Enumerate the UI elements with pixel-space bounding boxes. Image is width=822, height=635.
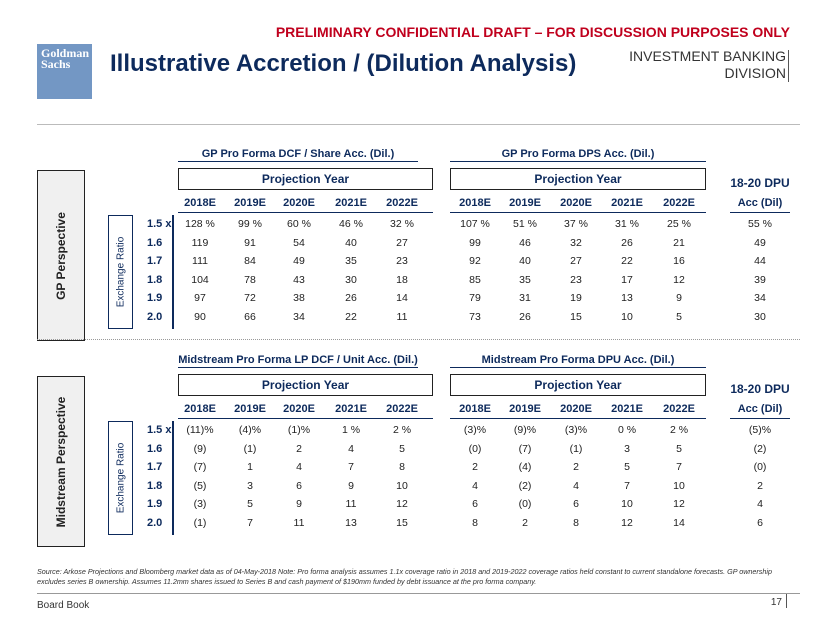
- dcf-accretion-cell: 14: [396, 292, 408, 305]
- dcf-accretion-cell: 22: [345, 311, 357, 323]
- dcf-accretion-cell: 11: [345, 498, 357, 511]
- dcf-accretion-cell: 9: [348, 479, 354, 492]
- dcf-accretion-cell: 97: [194, 292, 206, 305]
- distribution-accretion-cell: (2): [518, 479, 532, 492]
- dpu-accretion-cell: 30: [754, 311, 766, 323]
- dcf-accretion-cell: 15: [396, 517, 408, 529]
- distribution-accretion-cell: 12: [673, 273, 685, 286]
- distribution-accretion-cell: (4): [518, 461, 532, 474]
- dcf-accretion-cell: 13: [345, 517, 357, 529]
- dcf-accretion-cell: 119: [191, 236, 209, 249]
- header-rule: [37, 124, 800, 125]
- dcf-accretion-cell: 4: [296, 461, 302, 474]
- distribution-accretion-cell: 2: [472, 461, 478, 474]
- distribution-accretion-cell: 79: [469, 292, 481, 305]
- header-underline-right: [450, 212, 706, 213]
- dcf-accretion-cell: (1): [193, 517, 207, 529]
- year-header-right: 2020E: [560, 197, 592, 209]
- year-header-right: 2018E: [459, 403, 491, 415]
- dpu-accretion-cell: 39: [754, 273, 766, 286]
- distribution-accretion-cell: 5: [624, 461, 630, 474]
- distribution-accretion-cell: 13: [621, 292, 633, 305]
- dcf-accretion-cell: 12: [396, 498, 408, 511]
- year-header-right: 2021E: [611, 403, 643, 415]
- division-line-1: INVESTMENT BANKING: [629, 48, 786, 64]
- logo-line-2: Sachs: [41, 57, 71, 71]
- exchange-ratio-value: 1.9: [147, 498, 163, 511]
- year-header-left: 2020E: [283, 403, 315, 415]
- year-header-right: 2022E: [663, 403, 695, 415]
- header-underline-dpu: [730, 418, 790, 419]
- footer-rule: [37, 593, 800, 594]
- dpu-column-header: Acc (Dil): [737, 403, 783, 415]
- dcf-accretion-cell: 43: [293, 273, 305, 286]
- exchange-ratio-value: 1.7: [147, 461, 163, 474]
- dcf-accretion-cell: 90: [194, 311, 206, 323]
- dcf-accretion-cell: 60 %: [287, 218, 311, 230]
- dcf-accretion-cell: 18: [396, 273, 408, 286]
- exchange-ratio-value: 1.8: [147, 479, 163, 492]
- dpu-accretion-cell: (2): [753, 442, 767, 455]
- dpu-accretion-cell: 2: [757, 479, 763, 492]
- distribution-accretion-cell: (1): [569, 442, 583, 455]
- exchange-ratio-value: 1.6: [147, 236, 163, 249]
- distribution-accretion-cell: 8: [573, 517, 579, 529]
- dcf-accretion-cell: 26: [345, 292, 357, 305]
- dpu-accretion-cell: (5)%: [748, 424, 772, 436]
- distribution-accretion-cell: 32: [570, 236, 582, 249]
- table-row: [0, 255, 822, 274]
- distribution-accretion-cell: (0): [518, 498, 532, 511]
- dpu-accretion-cell: 4: [757, 498, 763, 511]
- dcf-accretion-cell: 5: [399, 442, 405, 455]
- year-header-left: 2019E: [234, 197, 266, 209]
- distribution-accretion-cell: 6: [472, 498, 478, 511]
- dcf-accretion-cell: 7: [247, 517, 253, 529]
- distribution-accretion-cell: (7): [518, 442, 532, 455]
- dcf-accretion-cell: 7: [348, 461, 354, 474]
- year-header-right: 2020E: [560, 403, 592, 415]
- table-row: [0, 218, 822, 237]
- distribution-accretion-cell: 10: [621, 498, 633, 511]
- dpu-accretion-cell: 6: [757, 517, 763, 529]
- dcf-accretion-cell: 104: [191, 273, 209, 286]
- distribution-accretion-cell: 17: [621, 273, 633, 286]
- distribution-accretion-cell: 51 %: [513, 218, 537, 230]
- division-divider: [788, 50, 789, 82]
- dcf-accretion-cell: 99 %: [238, 218, 262, 230]
- exchange-ratio-value: 1.5 x: [147, 218, 172, 230]
- dcf-accretion-cell: 40: [345, 236, 357, 249]
- distribution-accretion-cell: 2 %: [669, 424, 689, 436]
- dcf-accretion-cell: (9): [193, 442, 207, 455]
- dcf-accretion-cell: 128 %: [185, 218, 215, 230]
- dcf-accretion-cell: (5): [193, 479, 207, 492]
- table-row: [0, 424, 822, 443]
- projection-year-box-right: Projection Year: [450, 168, 706, 190]
- year-header-right: 2021E: [611, 197, 643, 209]
- distribution-accretion-cell: 2: [573, 461, 579, 474]
- year-header-left: 2018E: [184, 403, 216, 415]
- exchange-ratio-value: 1.5 x: [147, 424, 172, 436]
- exchange-ratio-value: 1.6: [147, 442, 163, 455]
- exchange-ratio-label: Exchange Ratio: [115, 236, 126, 308]
- dpu-accretion-cell: 34: [754, 292, 766, 305]
- dcf-accretion-cell: 6: [296, 479, 302, 492]
- dcf-accretion-cell: 49: [293, 255, 305, 268]
- dcf-accretion-cell: 2: [296, 442, 302, 455]
- dcf-accretion-cell: 4: [348, 442, 354, 455]
- logo-line-1: Goldman: [41, 46, 90, 60]
- dcf-accretion-cell: 38: [293, 292, 305, 305]
- distribution-accretion-cell: 107 %: [460, 218, 490, 230]
- dcf-accretion-cell: 34: [293, 311, 305, 323]
- distribution-accretion-cell: 21: [673, 236, 685, 249]
- distribution-accretion-cell: 16: [673, 255, 685, 268]
- distribution-accretion-cell: (3)%: [463, 424, 487, 436]
- dcf-accretion-cell: 54: [293, 236, 305, 249]
- distribution-accretion-cell: 46: [519, 236, 531, 249]
- table-row: [0, 292, 822, 311]
- dcf-accretion-cell: (11)%: [186, 424, 214, 436]
- dcf-accretion-cell: 23: [396, 255, 408, 268]
- division-label: [629, 48, 786, 82]
- distribution-accretion-cell: 7: [676, 461, 682, 474]
- distribution-accretion-cell: 5: [676, 442, 682, 455]
- distribution-accretion-cell: 15: [570, 311, 582, 323]
- dcf-accretion-cell: 46 %: [339, 218, 363, 230]
- dcf-accretion-cell: 1 %: [341, 424, 361, 436]
- dpu-accretion-cell: 44: [754, 255, 766, 268]
- distribution-accretion-cell: 0 %: [617, 424, 637, 436]
- distribution-accretion-cell: 92: [469, 255, 481, 268]
- projection-year-box-right: Projection Year: [450, 374, 706, 396]
- dcf-accretion-cell: 2 %: [392, 424, 412, 436]
- dcf-accretion-cell: 11: [293, 517, 305, 529]
- group-header-left: Midstream Pro Forma LP DCF / Unit Acc. (Dil.): [178, 354, 418, 366]
- exchange-ratio-value: 2.0: [147, 517, 163, 529]
- year-header-right: 2019E: [509, 197, 541, 209]
- dcf-accretion-cell: 78: [244, 273, 256, 286]
- group-header-left: GP Pro Forma DCF / Share Acc. (Dil.): [178, 148, 418, 162]
- distribution-accretion-cell: 9: [676, 292, 682, 305]
- distribution-accretion-cell: 22: [621, 255, 633, 268]
- page-title: Illustrative Accretion / (Dilution Analysis): [110, 50, 577, 77]
- table-row: [0, 274, 822, 293]
- dpu-header: 18-20 DPU: [730, 176, 790, 190]
- distribution-accretion-cell: 7: [624, 479, 630, 492]
- source-note: Source: Arkose Projections and Bloomberg market data as of 04-May-2018 Note: Pro forma analysis assumes 1.1x coverage ratio in 2018 and 2019-2022 coverage ratios held constant to current standalone forecasts. GP ownership excludes series B ownership. Assumes 11.2mm shares issued to Series B and cash payment of $190mm funded by debt issuance at the pro forma company.: [37, 567, 772, 586]
- distribution-accretion-cell: 27: [570, 255, 582, 268]
- distribution-accretion-cell: 4: [573, 479, 579, 492]
- page-number: 17: [770, 597, 782, 608]
- distribution-accretion-cell: (9)%: [513, 424, 537, 436]
- distribution-accretion-cell: 23: [570, 273, 582, 286]
- dcf-accretion-cell: 35: [345, 255, 357, 268]
- section-separator: [37, 339, 800, 340]
- division-line-2: DIVISION: [724, 65, 786, 81]
- dcf-accretion-cell: 8: [399, 461, 405, 474]
- exchange-ratio-value: 1.9: [147, 292, 163, 305]
- header-underline-right: [450, 418, 706, 419]
- table-row: [0, 443, 822, 462]
- group-header-right: Midstream Pro Forma DPU Acc. (Dil.): [450, 354, 706, 368]
- distribution-accretion-cell: (3)%: [564, 424, 588, 436]
- table-row: [0, 517, 822, 536]
- distribution-accretion-cell: 5: [676, 311, 682, 323]
- table-row: [0, 480, 822, 499]
- dcf-accretion-cell: 32 %: [390, 218, 414, 230]
- dcf-accretion-cell: 27: [396, 236, 408, 249]
- header-underline-left: [178, 212, 433, 213]
- distribution-accretion-cell: (0): [468, 442, 482, 455]
- dcf-accretion-cell: (4)%: [238, 424, 262, 436]
- header-underline-left: [178, 418, 433, 419]
- dcf-accretion-cell: (3): [193, 498, 207, 511]
- distribution-accretion-cell: 31 %: [615, 218, 639, 230]
- dcf-accretion-cell: (1)%: [287, 424, 311, 436]
- distribution-accretion-cell: 25 %: [667, 218, 691, 230]
- dcf-accretion-cell: 84: [244, 255, 256, 268]
- distribution-accretion-cell: 35: [519, 273, 531, 286]
- year-header-left: 2020E: [283, 197, 315, 209]
- distribution-accretion-cell: 14: [673, 517, 685, 529]
- exchange-ratio-label: Exchange Ratio: [115, 442, 126, 514]
- confidential-banner: PRELIMINARY CONFIDENTIAL DRAFT – FOR DISCUSSION PURPOSES ONLY: [275, 24, 790, 40]
- dcf-accretion-cell: (1): [243, 442, 257, 455]
- dcf-accretion-cell: 91: [244, 236, 256, 249]
- distribution-accretion-cell: 12: [621, 517, 633, 529]
- dcf-accretion-cell: (7): [193, 461, 207, 474]
- distribution-accretion-cell: 73: [469, 311, 481, 323]
- table-row: [0, 311, 822, 330]
- year-header-left: 2022E: [386, 197, 418, 209]
- goldman-sachs-logo: [37, 44, 92, 99]
- dcf-accretion-cell: 72: [244, 292, 256, 305]
- year-header-left: 2022E: [386, 403, 418, 415]
- table-row: [0, 461, 822, 480]
- distribution-accretion-cell: 3: [624, 442, 630, 455]
- year-header-right: 2022E: [663, 197, 695, 209]
- distribution-accretion-cell: 26: [519, 311, 531, 323]
- side-label: Midstream Perspective: [54, 396, 68, 527]
- dpu-accretion-cell: (0): [753, 461, 767, 474]
- footer-label: Board Book: [37, 600, 90, 611]
- distribution-accretion-cell: 10: [621, 311, 633, 323]
- year-header-right: 2018E: [459, 197, 491, 209]
- distribution-accretion-cell: 99: [469, 236, 481, 249]
- distribution-accretion-cell: 8: [472, 517, 478, 529]
- projection-year-box-left: Projection Year: [178, 374, 433, 396]
- distribution-accretion-cell: 6: [573, 498, 579, 511]
- table-row: [0, 237, 822, 256]
- group-header-right: GP Pro Forma DPS Acc. (Dil.): [450, 148, 706, 162]
- distribution-accretion-cell: 4: [472, 479, 478, 492]
- distribution-accretion-cell: 2: [522, 517, 528, 529]
- distribution-accretion-cell: 37 %: [564, 218, 588, 230]
- year-header-right: 2019E: [509, 403, 541, 415]
- table-row: [0, 498, 822, 517]
- year-header-left: 2019E: [234, 403, 266, 415]
- year-header-left: 2018E: [184, 197, 216, 209]
- exchange-ratio-value: 1.7: [147, 255, 163, 268]
- dcf-accretion-cell: 11: [396, 311, 408, 323]
- exchange-ratio-value: 2.0: [147, 311, 163, 323]
- dpu-column-header: Acc (Dil): [737, 197, 783, 209]
- dcf-accretion-cell: 9: [296, 498, 302, 511]
- header-underline-dpu: [730, 212, 790, 213]
- page-number-divider: [786, 594, 787, 608]
- side-label: GP Perspective: [54, 211, 68, 300]
- distribution-accretion-cell: 40: [519, 255, 531, 268]
- dpu-header: 18-20 DPU: [730, 382, 790, 396]
- dcf-accretion-cell: 1: [247, 461, 253, 474]
- year-header-left: 2021E: [335, 403, 367, 415]
- distribution-accretion-cell: 85: [469, 273, 481, 286]
- dpu-accretion-cell: 49: [754, 236, 766, 249]
- projection-year-box-left: Projection Year: [178, 168, 433, 190]
- dcf-accretion-cell: 111: [192, 255, 208, 268]
- dcf-accretion-cell: 3: [247, 479, 253, 492]
- exchange-ratio-value: 1.8: [147, 273, 163, 286]
- dcf-accretion-cell: 30: [345, 273, 357, 286]
- dpu-accretion-cell: 55 %: [748, 218, 772, 230]
- dcf-accretion-cell: 10: [396, 479, 408, 492]
- distribution-accretion-cell: 19: [570, 292, 582, 305]
- distribution-accretion-cell: 12: [673, 498, 685, 511]
- distribution-accretion-cell: 31: [519, 292, 531, 305]
- distribution-accretion-cell: 10: [673, 479, 685, 492]
- dcf-accretion-cell: 66: [244, 311, 256, 323]
- dcf-accretion-cell: 5: [247, 498, 253, 511]
- year-header-left: 2021E: [335, 197, 367, 209]
- distribution-accretion-cell: 26: [621, 236, 633, 249]
